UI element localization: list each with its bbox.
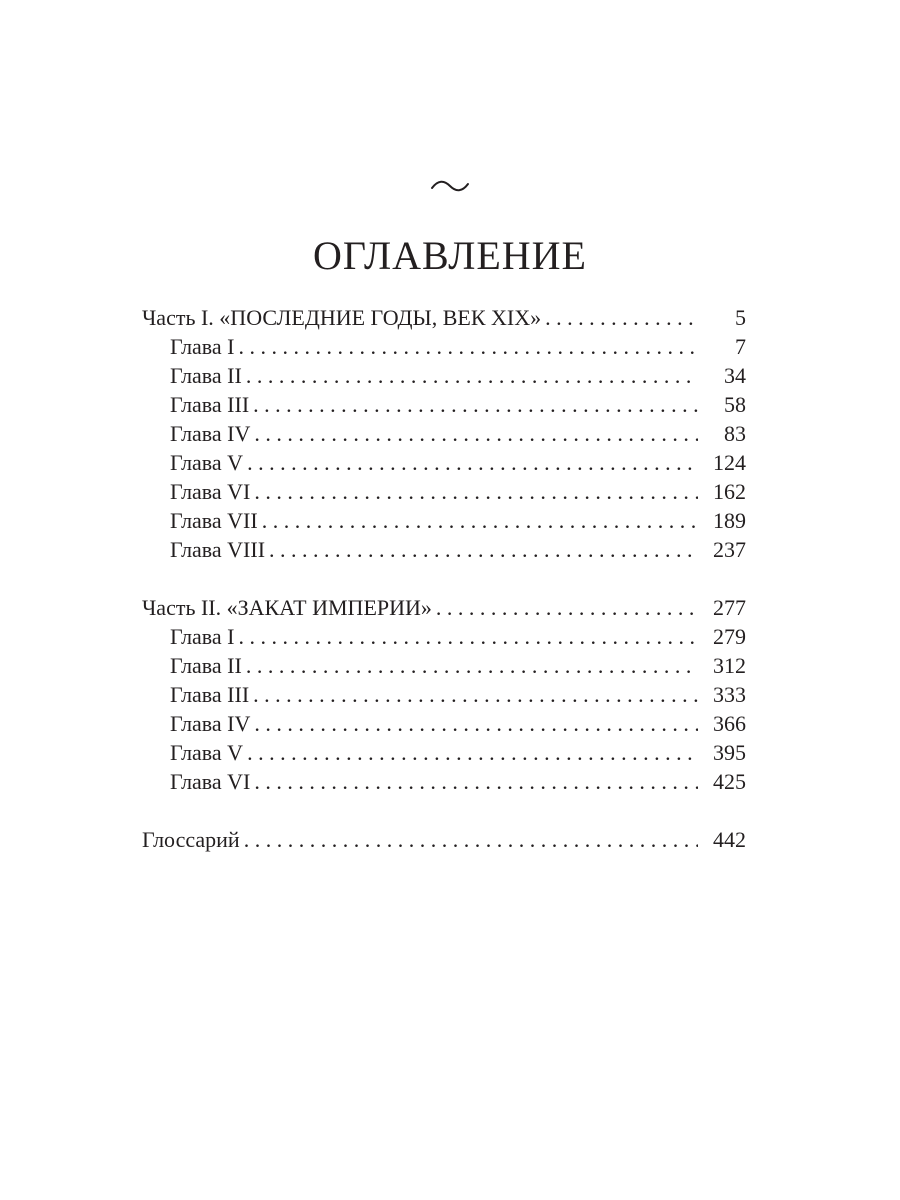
toc-part-1[interactable] [142,303,746,332]
toc-page-number: 189 [713,508,746,533]
leader-dots [247,738,698,767]
toc-chapter[interactable] [142,448,746,477]
toc-chapter-label: Глава V [170,450,244,475]
section-gap [142,796,746,825]
toc-chapter-label: Глава III [170,392,250,417]
toc-page-number: 162 [713,479,746,504]
leader-dots [253,390,698,419]
toc-page-number: 124 [713,450,746,475]
toc-chapter[interactable] [142,419,746,448]
leader-dots [545,303,698,332]
leader-dots [239,332,699,361]
toc-chapter-label: Глава I [170,334,235,359]
toc-page-number: 333 [713,682,746,707]
toc-page-number: 5 [735,305,746,330]
toc-page-number: 279 [713,624,746,649]
toc-page-number: 237 [713,537,746,562]
toc-chapter-label: Глава II [170,363,242,388]
tilde-ornament-icon [0,168,900,198]
leader-dots [244,825,698,854]
toc-chapter[interactable] [142,622,746,651]
toc-page-number: 312 [713,653,746,678]
toc-chapter[interactable] [142,767,746,796]
toc-chapter-label: Глава VI [170,479,251,504]
toc-page-number: 7 [735,334,746,359]
leader-dots [247,448,698,477]
toc-glossary-label: Глоссарий [142,827,240,852]
leader-dots [254,477,698,506]
toc-page-number: 395 [713,740,746,765]
toc-part-2[interactable] [142,593,746,622]
toc-chapter-label: Глава V [170,740,244,765]
toc-chapter[interactable] [142,506,746,535]
toc-page-number: 277 [713,595,746,620]
toc-page-number: 58 [724,392,746,417]
toc-chapter[interactable] [142,477,746,506]
toc-page-number: 366 [713,711,746,736]
table-of-contents [142,303,746,854]
leader-dots [436,593,698,622]
leader-dots [262,506,698,535]
toc-chapter-label: Глава III [170,682,250,707]
toc-page-number: 442 [713,827,746,852]
leader-dots [269,535,698,564]
toc-chapter[interactable] [142,680,746,709]
toc-chapter[interactable] [142,361,746,390]
toc-chapter-label: Глава I [170,624,235,649]
leader-dots [246,651,698,680]
toc-page-number: 425 [713,769,746,794]
toc-page-number: 34 [724,363,746,388]
section-gap [142,564,746,593]
toc-chapter[interactable] [142,651,746,680]
leader-dots [254,419,698,448]
toc-part-label: Часть II. «ЗАКАТ ИМПЕРИИ» [142,595,432,620]
leader-dots [254,709,698,738]
toc-chapter-label: Глава IV [170,421,251,446]
leader-dots [253,680,698,709]
toc-chapter-label: Глава VI [170,769,251,794]
toc-chapter-label: Глава VII [170,508,258,533]
toc-chapter[interactable] [142,390,746,419]
toc-page-number: 83 [724,421,746,446]
toc-chapter-label: Глава II [170,653,242,678]
leader-dots [254,767,698,796]
toc-glossary[interactable] [142,825,746,854]
leader-dots [239,622,699,651]
toc-chapter[interactable] [142,535,746,564]
toc-chapter[interactable] [142,709,746,738]
toc-chapter-label: Глава IV [170,711,251,736]
toc-chapter-label: Глава VIII [170,537,266,562]
toc-chapter[interactable] [142,332,746,361]
page-title: ОГЛАВЛЕНИЕ [313,233,587,278]
toc-part-label: Часть I. «ПОСЛЕДНИЕ ГОДЫ, ВЕК XIX» [142,305,542,330]
leader-dots [246,361,698,390]
toc-chapter[interactable] [142,738,746,767]
